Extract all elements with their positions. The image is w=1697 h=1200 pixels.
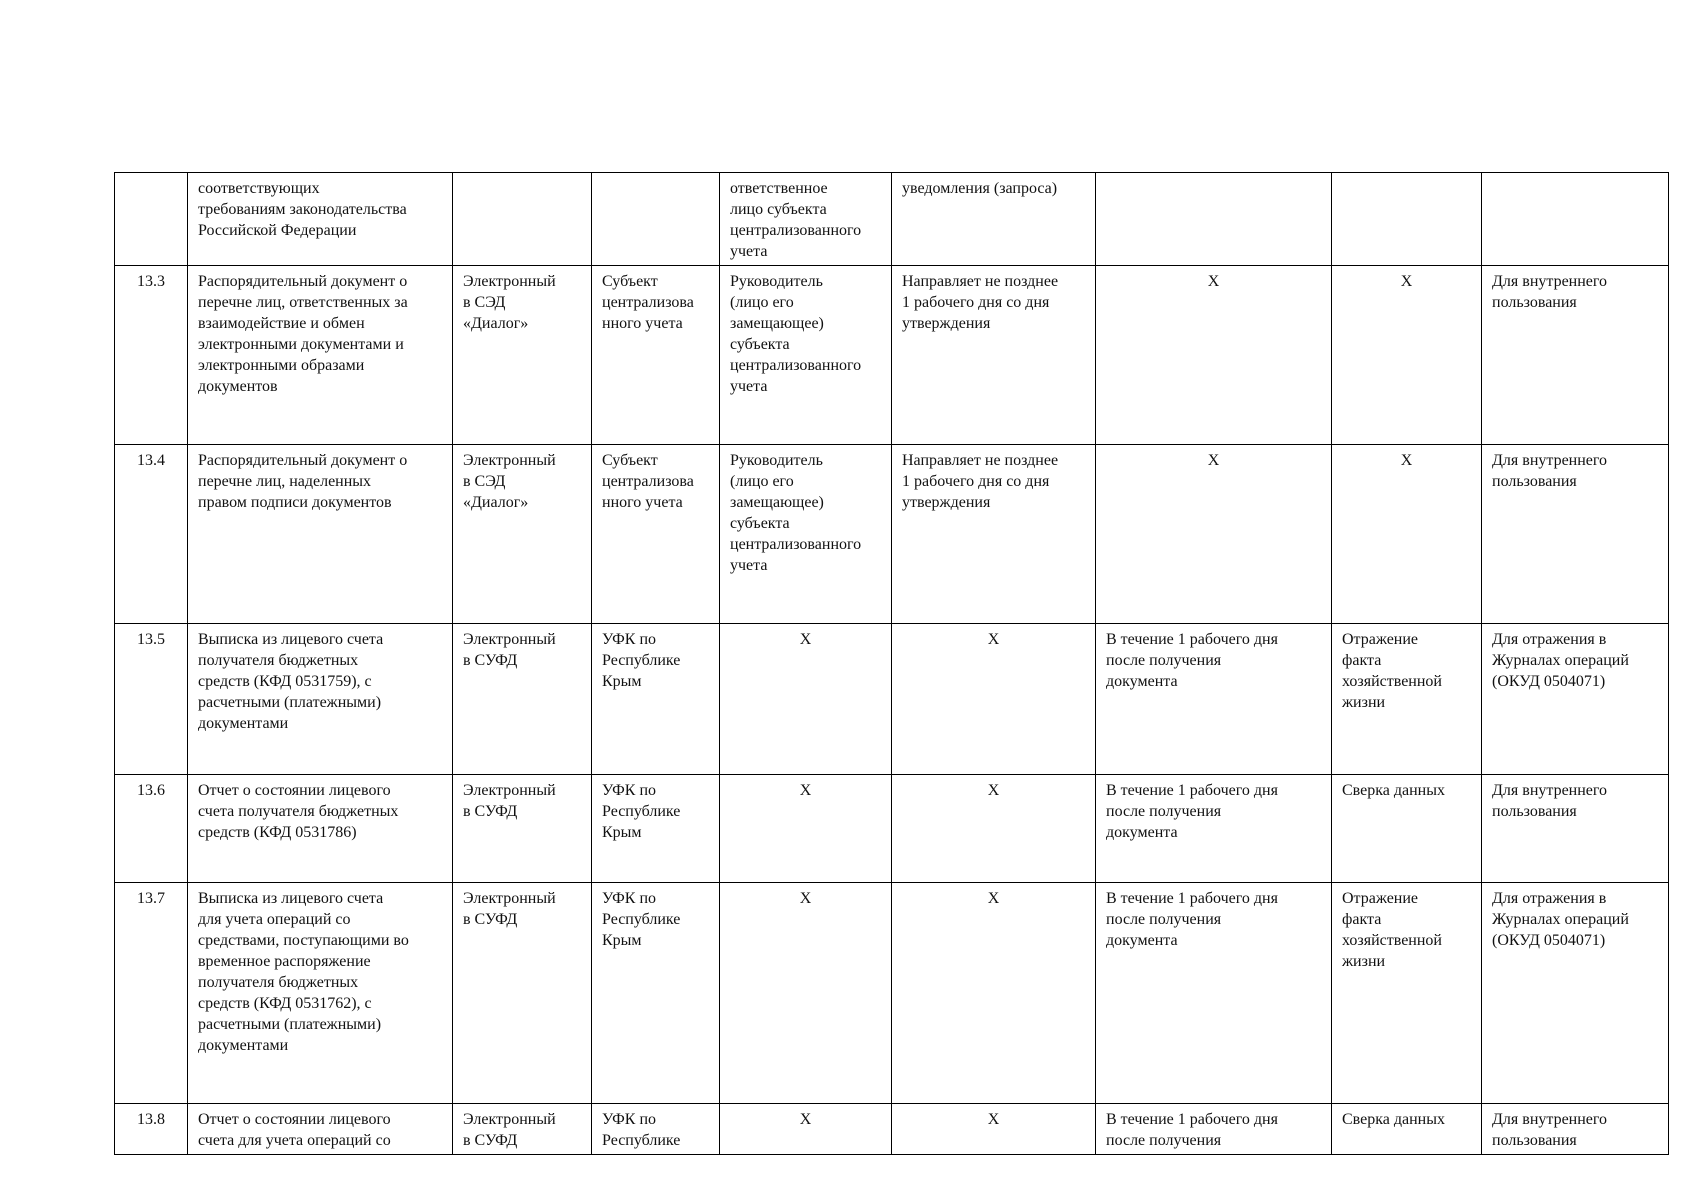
submission-deadline: X bbox=[987, 890, 1000, 907]
document-name-cell bbox=[188, 1104, 453, 1155]
responsible-person-cell bbox=[720, 883, 892, 1104]
document-form: Электронный в СУФД bbox=[463, 1111, 556, 1149]
processing-deadline-cell bbox=[1096, 445, 1332, 624]
processing-deadline-cell bbox=[1096, 775, 1332, 883]
document-name: Отчет о состоянии лицевого счета для учета операций со bbox=[198, 1111, 391, 1149]
document-form-cell bbox=[453, 445, 592, 624]
document-form-cell bbox=[453, 775, 592, 883]
document-form: Электронный в СУФД bbox=[463, 782, 556, 820]
purpose: Сверка данных bbox=[1342, 1111, 1445, 1128]
document-name: соответствующих требованиям законодательства Российской Федерации bbox=[198, 180, 407, 239]
table-row bbox=[115, 173, 1669, 266]
submission-deadline: Направляет не позднее 1 рабочего дня со дня утверждения bbox=[902, 452, 1059, 511]
document-source: УФК по Республике bbox=[602, 1111, 681, 1149]
note-cell bbox=[1482, 883, 1669, 1104]
purpose: X bbox=[1400, 452, 1413, 469]
document-source-cell bbox=[592, 775, 720, 883]
purpose-cell bbox=[1332, 266, 1482, 445]
responsible-person-cell bbox=[720, 775, 892, 883]
row-number: 13.4 bbox=[137, 452, 165, 469]
row-number-cell bbox=[115, 173, 188, 266]
responsible-person: X bbox=[799, 890, 812, 907]
purpose: Отражение факта хозяйственной жизни bbox=[1342, 890, 1442, 970]
processing-deadline-cell bbox=[1096, 266, 1332, 445]
document-source: УФК по Республике Крым bbox=[602, 890, 681, 949]
note: Для отражения в Журналах операций (ОКУД 0504071) bbox=[1492, 890, 1629, 949]
document-name-cell bbox=[188, 624, 453, 775]
responsible-person-cell bbox=[720, 445, 892, 624]
submission-deadline: X bbox=[987, 782, 1000, 799]
document-source-cell bbox=[592, 883, 720, 1104]
document-name: Распорядительный документ о перечне лиц, ответственных за взаимодействие и обмен электронными документами и электронными образами документов bbox=[198, 273, 408, 395]
document-source-cell bbox=[592, 1104, 720, 1155]
document-name: Выписка из лицевого счета для учета операций со средствами, поступающими во временное распоряжение получателя бюджетных средств (КФД 0531762), с расчетными (платежными) документами bbox=[198, 890, 409, 1054]
submission-deadline: X bbox=[987, 1111, 1000, 1128]
note: Для внутреннего пользования bbox=[1492, 273, 1608, 311]
note-cell bbox=[1482, 775, 1669, 883]
note-cell bbox=[1482, 266, 1669, 445]
processing-deadline: В течение 1 рабочего дня после получения bbox=[1106, 1111, 1278, 1149]
table-row bbox=[115, 445, 1669, 624]
purpose-cell bbox=[1332, 1104, 1482, 1155]
purpose: X bbox=[1400, 273, 1413, 290]
table-body bbox=[115, 173, 1669, 1155]
note-cell bbox=[1482, 1104, 1669, 1155]
document-name: Отчет о состоянии лицевого счета получателя бюджетных средств (КФД 0531786) bbox=[198, 782, 399, 841]
table-row bbox=[115, 1104, 1669, 1155]
row-number-cell bbox=[115, 624, 188, 775]
responsible-person: ответственное лицо субъекта централизованного учета bbox=[730, 180, 862, 260]
responsible-person: Руководитель (лицо его замещающее) субъекта централизованного учета bbox=[730, 273, 862, 395]
processing-deadline-cell bbox=[1096, 883, 1332, 1104]
document-source-cell bbox=[592, 266, 720, 445]
document-name: Распорядительный документ о перечне лиц, наделенных правом подписи документов bbox=[198, 452, 408, 511]
document-source-cell bbox=[592, 173, 720, 266]
note-cell bbox=[1482, 445, 1669, 624]
row-number: 13.6 bbox=[137, 782, 165, 799]
submission-deadline: X bbox=[987, 631, 1000, 648]
processing-deadline: В течение 1 рабочего дня после получения документа bbox=[1106, 631, 1278, 690]
processing-deadline-cell bbox=[1096, 624, 1332, 775]
submission-deadline-cell bbox=[892, 1104, 1096, 1155]
note: Для отражения в Журналах операций (ОКУД 0504071) bbox=[1492, 631, 1629, 690]
document-source-cell bbox=[592, 624, 720, 775]
submission-deadline-cell bbox=[892, 624, 1096, 775]
document-source: Субъект централизова нного учета bbox=[602, 273, 694, 332]
table-row bbox=[115, 775, 1669, 883]
processing-deadline: В течение 1 рабочего дня после получения документа bbox=[1106, 890, 1278, 949]
submission-deadline-cell bbox=[892, 445, 1096, 624]
document-name: Выписка из лицевого счета получателя бюджетных средств (КФД 0531759), с расчетными (платежными) документами bbox=[198, 631, 384, 732]
responsible-person-cell bbox=[720, 624, 892, 775]
document-source: УФК по Республике Крым bbox=[602, 631, 681, 690]
purpose-cell bbox=[1332, 445, 1482, 624]
note: Для внутреннего пользования bbox=[1492, 1111, 1608, 1149]
document-form-cell bbox=[453, 883, 592, 1104]
row-number: 13.8 bbox=[137, 1111, 165, 1128]
submission-deadline: уведомления (запроса) bbox=[902, 180, 1058, 197]
document-name-cell bbox=[188, 445, 453, 624]
purpose-cell bbox=[1332, 883, 1482, 1104]
document-form: Электронный в СЭД «Диалог» bbox=[463, 452, 556, 511]
purpose-cell bbox=[1332, 173, 1482, 266]
row-number-cell bbox=[115, 266, 188, 445]
document-source: УФК по Республике Крым bbox=[602, 782, 681, 841]
document-form: Электронный в СЭД «Диалог» bbox=[463, 273, 556, 332]
responsible-person: X bbox=[799, 631, 812, 648]
document-source: Субъект централизова нного учета bbox=[602, 452, 694, 511]
submission-deadline-cell bbox=[892, 883, 1096, 1104]
document-name-cell bbox=[188, 775, 453, 883]
responsible-person-cell bbox=[720, 266, 892, 445]
table-row bbox=[115, 266, 1669, 445]
submission-deadline-cell bbox=[892, 173, 1096, 266]
processing-deadline: X bbox=[1207, 273, 1220, 290]
row-number: 13.5 bbox=[137, 631, 165, 648]
note: Для внутреннего пользования bbox=[1492, 782, 1608, 820]
responsible-person: X bbox=[799, 782, 812, 799]
document-name-cell bbox=[188, 266, 453, 445]
responsible-person: X bbox=[799, 1111, 812, 1128]
processing-deadline-cell bbox=[1096, 173, 1332, 266]
purpose: Отражение факта хозяйственной жизни bbox=[1342, 631, 1442, 711]
table-row bbox=[115, 624, 1669, 775]
row-number-cell bbox=[115, 445, 188, 624]
responsible-person: Руководитель (лицо его замещающее) субъекта централизованного учета bbox=[730, 452, 862, 574]
purpose: Сверка данных bbox=[1342, 782, 1445, 799]
row-number-cell bbox=[115, 883, 188, 1104]
note: Для внутреннего пользования bbox=[1492, 452, 1608, 490]
processing-deadline: X bbox=[1207, 452, 1220, 469]
document-form-cell bbox=[453, 266, 592, 445]
row-number-cell bbox=[115, 1104, 188, 1155]
document-form-cell bbox=[453, 624, 592, 775]
document-form: Электронный в СУФД bbox=[463, 890, 556, 928]
document-form: Электронный в СУФД bbox=[463, 631, 556, 669]
processing-deadline-cell bbox=[1096, 1104, 1332, 1155]
submission-deadline-cell bbox=[892, 775, 1096, 883]
document-table bbox=[114, 172, 1669, 1155]
submission-deadline: Направляет не позднее 1 рабочего дня со дня утверждения bbox=[902, 273, 1059, 332]
document-form-cell bbox=[453, 173, 592, 266]
processing-deadline: В течение 1 рабочего дня после получения документа bbox=[1106, 782, 1278, 841]
document-source-cell bbox=[592, 445, 720, 624]
note-cell bbox=[1482, 624, 1669, 775]
row-number: 13.3 bbox=[137, 273, 165, 290]
responsible-person-cell bbox=[720, 173, 892, 266]
document-name-cell bbox=[188, 883, 453, 1104]
row-number: 13.7 bbox=[137, 890, 165, 907]
document-name-cell bbox=[188, 173, 453, 266]
responsible-person-cell bbox=[720, 1104, 892, 1155]
table-row bbox=[115, 883, 1669, 1104]
purpose-cell bbox=[1332, 624, 1482, 775]
document-form-cell bbox=[453, 1104, 592, 1155]
purpose-cell bbox=[1332, 775, 1482, 883]
note-cell bbox=[1482, 173, 1669, 266]
submission-deadline-cell bbox=[892, 266, 1096, 445]
row-number-cell bbox=[115, 775, 188, 883]
